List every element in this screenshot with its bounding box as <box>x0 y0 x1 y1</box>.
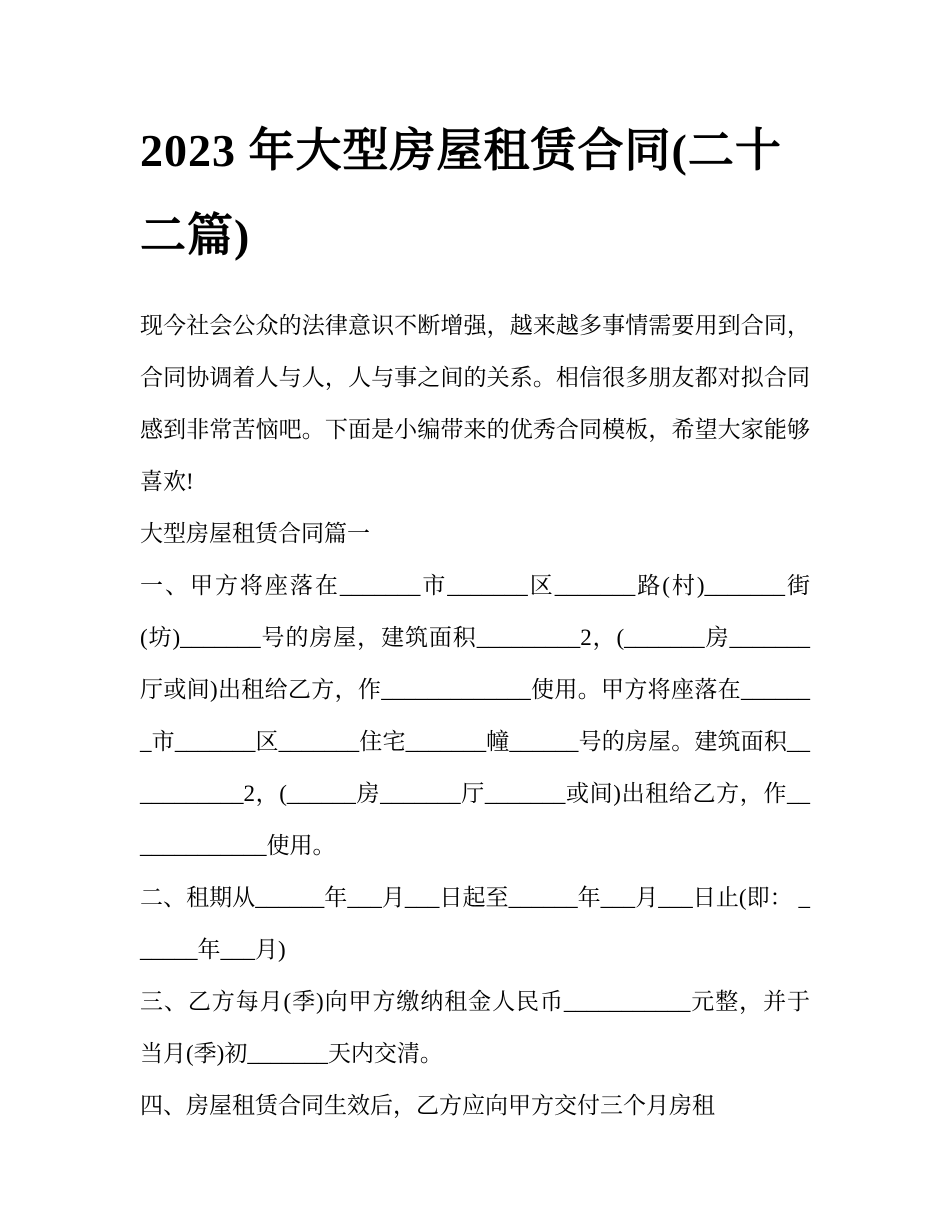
clause-3-paragraph: 三、乙方每月(季)向甲方缴纳租金人民币___________元整，并于当月(季)初_______天内交清。 <box>140 989 810 1067</box>
intro-paragraph: 现今社会公众的法律意识不断增强，越来越多事情需要用到合同，合同协调着人与人，人与事之间的关系。相信很多朋友都对拟合同感到非常苦恼吧。下面是小编带来的优秀合同模板，希望大家能够喜欢! <box>140 313 810 495</box>
document-title: 2023 年大型房屋租赁合同(二十二篇) <box>140 125 782 262</box>
clause-2-paragraph: 二、租期从______年___月___日起至______年___月___日止(即： ______年___月) <box>140 885 810 963</box>
clause-4-paragraph: 四、房屋租赁合同生效后，乙方应向甲方交付三个月房租 <box>140 1093 715 1119</box>
section-heading: 大型房屋租赁合同篇一 <box>140 521 370 547</box>
clause-1-paragraph: 一、甲方将座落在_______市_______区_______路(村)_______街(坊)_______号的房屋，建筑面积_________2，(_______房_______厅或间)出租给乙方，作_____________使用。甲方将座落在_______市_______区_______住宅_______幢______号的房屋。建筑面积___________2，(______房_______厅_______或间)出租给乙方，作_____________使用。 <box>140 573 810 859</box>
